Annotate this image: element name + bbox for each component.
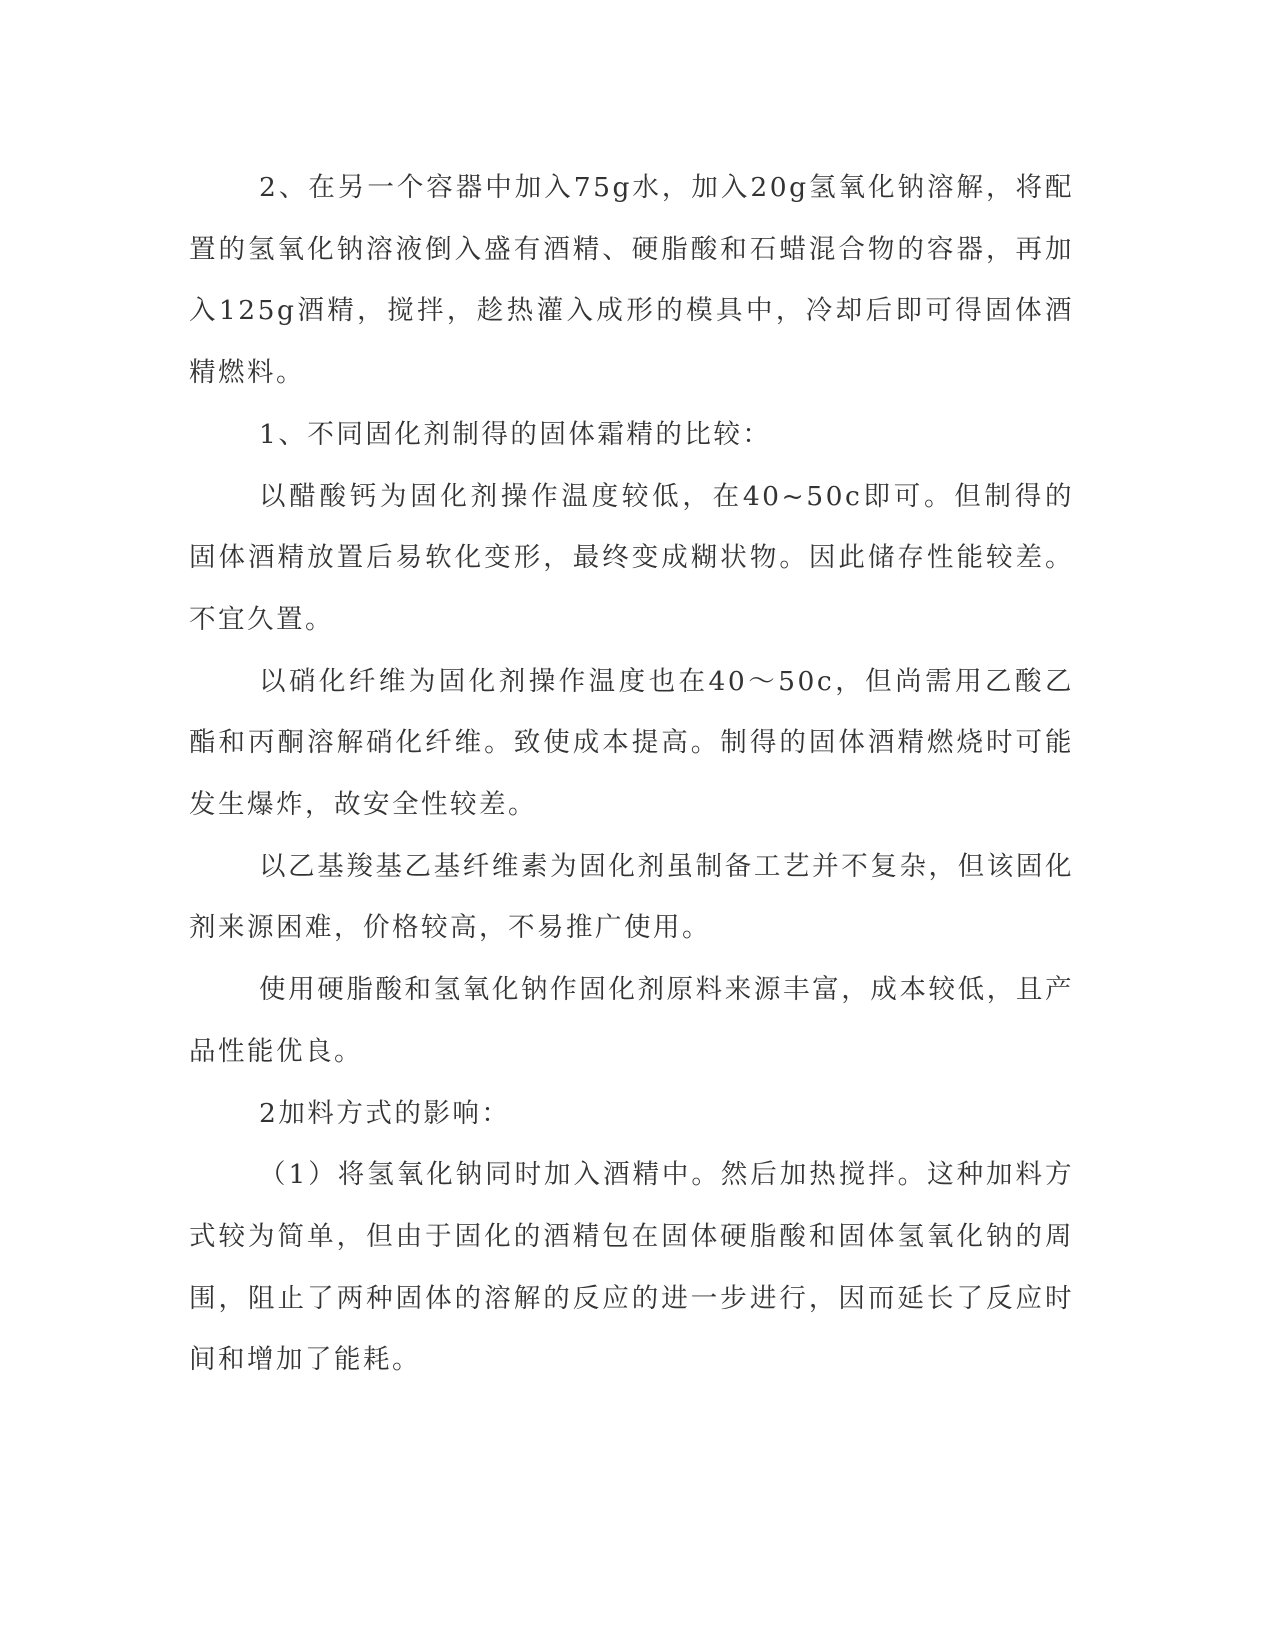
heading-curing-agent-comparison: 1、不同固化剂制得的固体霜精的比较：	[259, 418, 772, 450]
paragraph-step-2: 2、在另一个容器中加入75g水，加入20g氢氧化钠溶解，将配置的氢氧化钠溶液倒入盛有酒精、硬脂酸和石蜡混合物的容器，再加入125g酒精，搅拌，趁热灌入成形的模具中，冷却后即可得固体酒精燃料。	[189, 172, 1074, 389]
paragraph-feeding-method-1: （1）将氢氧化钠同时加入酒精中。然后加热搅拌。这种加料方式较为简单，但由于固化的酒精包在固体硬脂酸和固体氢氧化钠的周围，阻止了两种固体的溶解的反应的进一步进行，因而延长了反应时间和增加了能耗。	[189, 1159, 1074, 1376]
paragraph-ethyl-cellulose: 以乙基羧基乙基纤维素为固化剂虽制备工艺并不复杂，但该固化剂来源困难，价格较高，不易推广使用。	[189, 850, 1074, 944]
paragraph-calcium-acetate: 以醋酸钙为固化剂操作温度较低，在40~50c即可。但制得的固体酒精放置后易软化变形，最终变成糊状物。因此储存性能较差。不宜久置。	[189, 480, 1074, 635]
document-body	[189, 157, 1074, 1391]
heading-feeding-method: 2加料方式的影响：	[259, 1097, 511, 1129]
paragraph-stearic-acid: 使用硬脂酸和氢氧化钠作固化剂原料来源丰富，成本较低，且产品性能优良。	[189, 974, 1074, 1067]
paragraph-nitrocellulose: 以硝化纤维为固化剂操作温度也在40～50c，但尚需用乙酸乙酯和丙酮溶解硝化纤维。致使成本提高。制得的固体酒精燃烧时可能发生爆炸，故安全性较差。	[189, 665, 1074, 821]
